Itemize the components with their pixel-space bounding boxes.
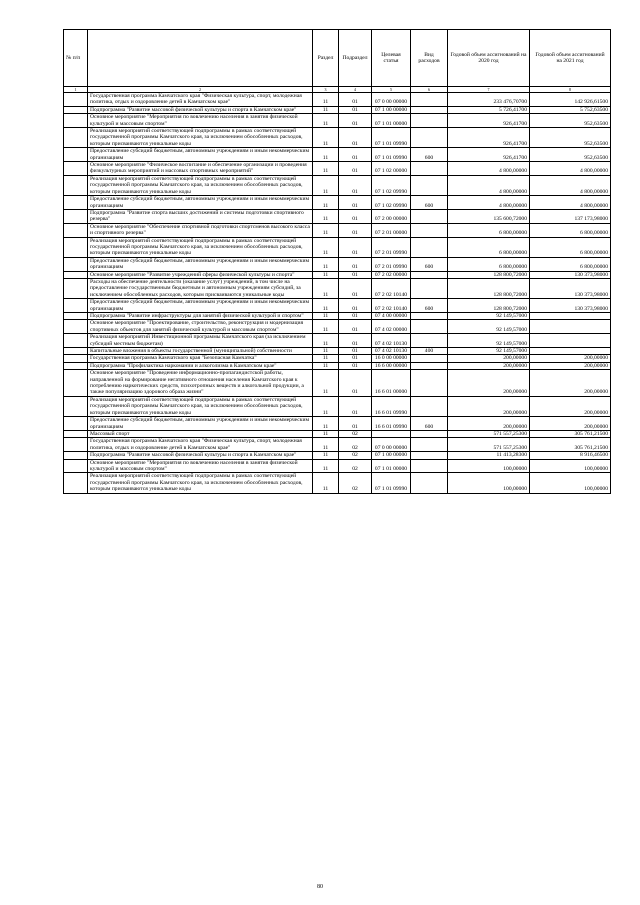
header-amount-2020: Годовой объем ассигнований на 2020 год: [448, 30, 530, 87]
header-amount-2021: Годовой объем ассигнований на 2021 год: [530, 30, 611, 87]
amount-2020-cell: 6 800,00000: [448, 237, 530, 257]
expense-type-cell: [411, 334, 448, 348]
header-row: [64, 30, 611, 87]
podrazdel-cell: 01: [339, 348, 372, 355]
amount-2021-cell: 200,00000: [530, 417, 611, 431]
amount-2020-cell: 571 557,25300: [448, 438, 530, 452]
target-article-cell: 07 2 01 09990: [372, 257, 411, 271]
expense-name-cell: Предоставление субсидий бюджетным, автономным учреждениям и иным некоммерческим организациям: [88, 299, 313, 313]
amount-2020-cell: 6 800,00000: [448, 223, 530, 237]
column-number: 7: [448, 87, 530, 93]
table-row: [64, 209, 611, 223]
podrazdel-cell: 02: [339, 473, 372, 493]
amount-2020-cell: 4 800,00000: [448, 175, 530, 195]
expense-name-cell: Предоставление субсидий бюджетным, автономным учреждениям и иным некоммерческим организациям: [88, 148, 313, 162]
amount-2021-cell: 952,63500: [530, 148, 611, 162]
target-article-cell: [372, 430, 411, 437]
amount-2020-cell: 200,00000: [448, 362, 530, 369]
amount-2021-cell: 4 800,00000: [530, 162, 611, 176]
razdel-cell: 11: [313, 430, 339, 437]
expense-type-cell: 600: [411, 417, 448, 431]
razdel-cell: 11: [313, 299, 339, 313]
expense-type-cell: [411, 114, 448, 128]
amount-2021-cell: 305 761,21500: [530, 430, 611, 437]
amount-2021-cell: [530, 320, 611, 334]
table-row: [64, 355, 611, 362]
expense-name-cell: Реализация мероприятий соответствующей подпрограммы в рамках соответствующей государственной программы Камчатского края, за исключением обособленных расходов, которым присваиваются уникальные коды: [88, 128, 313, 148]
row-number-cell: [64, 128, 88, 148]
amount-2020-cell: 100,00000: [448, 459, 530, 473]
razdel-cell: 11: [313, 362, 339, 369]
table-row: [64, 196, 611, 210]
amount-2020-cell: 571 557,25300: [448, 430, 530, 437]
razdel-cell: 11: [313, 320, 339, 334]
expense-type-cell: [411, 396, 448, 416]
amount-2021-cell: 200,00000: [530, 362, 611, 369]
podrazdel-cell: 01: [339, 223, 372, 237]
row-number-cell: [64, 355, 88, 362]
razdel-cell: 11: [313, 162, 339, 176]
amount-2021-cell: 100,00000: [530, 459, 611, 473]
amount-2020-cell: 92 149,57000: [448, 334, 530, 348]
table-row: [64, 175, 611, 195]
row-number-cell: [64, 237, 88, 257]
amount-2021-cell: 4 800,00000: [530, 175, 611, 195]
podrazdel-cell: 01: [339, 299, 372, 313]
amount-2020-cell: 100,00000: [448, 473, 530, 493]
expense-type-cell: [411, 452, 448, 459]
row-number-cell: [64, 438, 88, 452]
expense-type-cell: [411, 162, 448, 176]
expense-name-cell: Основное мероприятие "Мероприятия по вовлечению населения в занятия физической культурой и массовым спортом": [88, 114, 313, 128]
table-row: [64, 370, 611, 397]
expense-type-cell: [411, 320, 448, 334]
table-row: [64, 162, 611, 176]
razdel-cell: 11: [313, 209, 339, 223]
target-article-cell: 07 1 02 09990: [372, 196, 411, 210]
row-number-cell: [64, 313, 88, 320]
amount-2021-cell: 130 373,98000: [530, 278, 611, 298]
target-article-cell: 07 1 01 00000: [372, 459, 411, 473]
amount-2021-cell: 952,63500: [530, 128, 611, 148]
expense-type-cell: [411, 362, 448, 369]
target-article-cell: 07 1 01 09990: [372, 473, 411, 493]
table-row: [64, 128, 611, 148]
budget-table: [63, 29, 611, 494]
amount-2020-cell: 926,41700: [448, 148, 530, 162]
row-number-cell: [64, 452, 88, 459]
table-row: [64, 106, 611, 113]
podrazdel-cell: 01: [339, 355, 372, 362]
row-number-cell: [64, 334, 88, 348]
razdel-cell: 11: [313, 196, 339, 210]
podrazdel-cell: 01: [339, 175, 372, 195]
target-article-cell: 16 6 01 09990: [372, 417, 411, 431]
column-number: 3: [313, 87, 339, 93]
razdel-cell: 11: [313, 106, 339, 113]
row-number-cell: [64, 93, 88, 107]
expense-name-cell: Реализация мероприятий соответствующей подпрограммы в рамках соответствующей государственной программы Камчатского края, за исключением обособленных расходов, которым присваиваются уникальные коды: [88, 175, 313, 195]
table-row: [64, 334, 611, 348]
expense-type-cell: [411, 223, 448, 237]
row-number-cell: [64, 209, 88, 223]
expense-type-cell: 600: [411, 148, 448, 162]
amount-2021-cell: 130 373,98000: [530, 271, 611, 278]
expense-name-cell: Капитальные вложения в объекты государственной (муниципальной) собственности: [88, 348, 313, 355]
expense-name-cell: Государственная программа Камчатского края "Физическая культура, спорт, молодежная политика, отдых и оздоровление детей в Камчатском крае": [88, 93, 313, 107]
target-article-cell: 07 4 00 00000: [372, 313, 411, 320]
table-row: [64, 299, 611, 313]
expense-type-cell: [411, 355, 448, 362]
amount-2020-cell: 135 600,72000: [448, 209, 530, 223]
column-number: 1: [64, 87, 88, 93]
target-article-cell: 07 4 02 10130: [372, 334, 411, 348]
amount-2020-cell: 4 800,00000: [448, 162, 530, 176]
table-row: [64, 459, 611, 473]
row-number-cell: [64, 106, 88, 113]
row-number-cell: [64, 430, 88, 437]
header-num: № п/п: [64, 30, 88, 87]
table-row: [64, 278, 611, 298]
razdel-cell: 11: [313, 334, 339, 348]
expense-name-cell: Реализация мероприятий соответствующей подпрограммы в рамках соответствующей государственной программы Камчатского края, за исключением обособленных расходов, которым присваиваются уникальные коды: [88, 473, 313, 493]
expense-name-cell: Подпрограмма "Профилактика наркомании и алкоголизма в Камчатском крае": [88, 362, 313, 369]
podrazdel-cell: 01: [339, 271, 372, 278]
razdel-cell: 11: [313, 271, 339, 278]
razdel-cell: 11: [313, 313, 339, 320]
podrazdel-cell: 01: [339, 362, 372, 369]
amount-2020-cell: 128 800,72000: [448, 278, 530, 298]
razdel-cell: 11: [313, 128, 339, 148]
expense-type-cell: [411, 430, 448, 437]
razdel-cell: 11: [313, 257, 339, 271]
amount-2020-cell: 926,41700: [448, 114, 530, 128]
podrazdel-cell: 01: [339, 313, 372, 320]
column-number: 8: [530, 87, 611, 93]
amount-2020-cell: 4 800,00000: [448, 196, 530, 210]
target-article-cell: 07 1 01 00000: [372, 114, 411, 128]
column-number: 2: [88, 87, 313, 93]
podrazdel-cell: 02: [339, 438, 372, 452]
expense-type-cell: [411, 175, 448, 195]
razdel-cell: 11: [313, 459, 339, 473]
row-number-cell: [64, 348, 88, 355]
expense-name-cell: Массовый спорт: [88, 430, 313, 437]
razdel-cell: 11: [313, 438, 339, 452]
row-number-cell: [64, 396, 88, 416]
razdel-cell: 11: [313, 114, 339, 128]
page-number: 80: [317, 884, 323, 890]
podrazdel-cell: 01: [339, 209, 372, 223]
amount-2021-cell: 4 800,00000: [530, 196, 611, 210]
amount-2020-cell: 11 413,28300: [448, 452, 530, 459]
header-expense-type: Вид расходов: [411, 30, 448, 87]
expense-name-cell: Подпрограмма "Развитие спорта высших достижений и системы подготовки спортивного резерва": [88, 209, 313, 223]
amount-2020-cell: 233 476,70700: [448, 93, 530, 107]
expense-type-cell: [411, 370, 448, 397]
table-row: [64, 362, 611, 369]
expense-name-cell: Основное мероприятие "Обеспечение спортивной подготовки спортсменов высокого класса и спортивного резерва": [88, 223, 313, 237]
amount-2021-cell: 8 916,46500: [530, 452, 611, 459]
target-article-cell: 07 2 02 10140: [372, 278, 411, 298]
expense-name-cell: Основное мероприятие "Проведение информационно-пропагандистской работы, направленной на формирование негативного отношения населения Камчатского края к потреблению наркотических средств, психотропных веществ и алкогольной продукции, а также популяризацию здорового образа жизни": [88, 370, 313, 397]
table-row: [64, 452, 611, 459]
target-article-cell: 16 6 00 00000: [372, 362, 411, 369]
amount-2021-cell: 305 761,21500: [530, 438, 611, 452]
expense-type-cell: [411, 128, 448, 148]
row-number-cell: [64, 278, 88, 298]
razdel-cell: 11: [313, 370, 339, 397]
amount-2021-cell: 200,00000: [530, 370, 611, 397]
target-article-cell: 07 2 01 09990: [372, 237, 411, 257]
target-article-cell: 07 2 00 00000: [372, 209, 411, 223]
expense-type-cell: [411, 237, 448, 257]
target-article-cell: 07 1 02 00000: [372, 162, 411, 176]
header-razdel: Раздел: [313, 30, 339, 87]
amount-2020-cell: 200,00000: [448, 370, 530, 397]
amount-2020-cell: 128 800,72000: [448, 271, 530, 278]
expense-name-cell: Подпрограмма "Развитие инфраструктуры для занятий физической культурой и спортом": [88, 313, 313, 320]
razdel-cell: 11: [313, 348, 339, 355]
row-number-cell: [64, 162, 88, 176]
target-article-cell: 07 2 02 00000: [372, 271, 411, 278]
amount-2021-cell: 6 800,00000: [530, 257, 611, 271]
row-number-cell: [64, 370, 88, 397]
amount-2020-cell: 926,41700: [448, 128, 530, 148]
razdel-cell: 11: [313, 237, 339, 257]
razdel-cell: 11: [313, 355, 339, 362]
expense-type-cell: [411, 459, 448, 473]
podrazdel-cell: 01: [339, 370, 372, 397]
expense-name-cell: Реализация мероприятий соответствующей подпрограммы в рамках соответствующей государственной программы Камчатского края, за исключением обособленных расходов, которым присваиваются уникальные коды: [88, 396, 313, 416]
table-row: [64, 257, 611, 271]
expense-name-cell: Предоставление субсидий бюджетным, автономным учреждениям и иным некоммерческим организациям: [88, 196, 313, 210]
row-number-cell: [64, 473, 88, 493]
amount-2021-cell: 130 373,98000: [530, 299, 611, 313]
amount-2021-cell: 952,63500: [530, 114, 611, 128]
expense-type-cell: 400: [411, 348, 448, 355]
razdel-cell: 11: [313, 473, 339, 493]
expense-name-cell: Государственная программа Камчатского края "Безопасная Камчатка": [88, 355, 313, 362]
amount-2020-cell: 92 149,57000: [448, 348, 530, 355]
podrazdel-cell: 01: [339, 334, 372, 348]
table-row: [64, 430, 611, 437]
expense-name-cell: Предоставление субсидий бюджетным, автономным учреждениям и иным некоммерческим организациям: [88, 257, 313, 271]
razdel-cell: 11: [313, 417, 339, 431]
row-number-cell: [64, 223, 88, 237]
podrazdel-cell: 02: [339, 459, 372, 473]
amount-2020-cell: 6 800,00000: [448, 257, 530, 271]
table-row: [64, 223, 611, 237]
table-row: [64, 313, 611, 320]
table-row: [64, 473, 611, 493]
target-article-cell: 07 1 00 00000: [372, 106, 411, 113]
podrazdel-cell: 01: [339, 148, 372, 162]
amount-2021-cell: [530, 334, 611, 348]
amount-2021-cell: 200,00000: [530, 355, 611, 362]
expense-name-cell: Реализация мероприятий Инвестиционной программы Камчатского края (за исключением субсидий местным бюджетам): [88, 334, 313, 348]
row-number-cell: [64, 271, 88, 278]
podrazdel-cell: 01: [339, 257, 372, 271]
expense-name-cell: Реализация мероприятий соответствующей подпрограммы в рамках соответствующей государственной программы Камчатского края, за исключением обособленных расходов, которым присваиваются уникальные коды: [88, 237, 313, 257]
razdel-cell: 11: [313, 223, 339, 237]
header-target-article: Целевая статья: [372, 30, 411, 87]
expense-type-cell: [411, 313, 448, 320]
amount-2021-cell: 137 173,98000: [530, 209, 611, 223]
target-article-cell: 07 2 01 00000: [372, 223, 411, 237]
expense-name-cell: Расходы на обеспечение деятельности (оказание услуг) учреждений, в том числе на предоставление государственным бюджетным и автономным учреждениям субсидий, за исключением обособленных расходов, которым присваиваются уникальные коды: [88, 278, 313, 298]
amount-2020-cell: 92 149,57000: [448, 320, 530, 334]
razdel-cell: 11: [313, 175, 339, 195]
expense-type-cell: 600: [411, 257, 448, 271]
razdel-cell: 11: [313, 148, 339, 162]
podrazdel-cell: 01: [339, 93, 372, 107]
expense-type-cell: 600: [411, 196, 448, 210]
amount-2021-cell: [530, 348, 611, 355]
table-row: [64, 348, 611, 355]
podrazdel-cell: 01: [339, 106, 372, 113]
table-row: [64, 148, 611, 162]
amount-2020-cell: 200,00000: [448, 396, 530, 416]
row-number-cell: [64, 148, 88, 162]
podrazdel-cell: 01: [339, 396, 372, 416]
column-number: 6: [411, 87, 448, 93]
row-number-cell: [64, 299, 88, 313]
table-row: [64, 237, 611, 257]
expense-type-cell: [411, 93, 448, 107]
target-article-cell: 07 1 00 00000: [372, 452, 411, 459]
table-row: [64, 320, 611, 334]
amount-2021-cell: 142 926,61500: [530, 93, 611, 107]
target-article-cell: 16 6 01 09990: [372, 396, 411, 416]
row-number-cell: [64, 320, 88, 334]
table-row: [64, 417, 611, 431]
expense-name-cell: Предоставление субсидий бюджетным, автономным учреждениям и иным некоммерческим организациям: [88, 417, 313, 431]
target-article-cell: 07 1 01 09990: [372, 148, 411, 162]
expense-name-cell: Государственная программа Камчатского края "Физическая культура, спорт, молодежная политика, отдых и оздоровление детей в Камчатском крае": [88, 438, 313, 452]
header-name: [88, 30, 313, 87]
amount-2021-cell: [530, 313, 611, 320]
header-podrazdel: Подраздел: [339, 30, 372, 87]
amount-2020-cell: 5 726,41700: [448, 106, 530, 113]
row-number-cell: [64, 257, 88, 271]
target-article-cell: 07 1 02 09990: [372, 175, 411, 195]
razdel-cell: 11: [313, 93, 339, 107]
target-article-cell: 16 6 01 00000: [372, 370, 411, 397]
podrazdel-cell: 02: [339, 452, 372, 459]
row-number-cell: [64, 417, 88, 431]
column-number: 5: [372, 87, 411, 93]
expense-name-cell: Основное мероприятие "Проектирование, строительство, реконструкция и модернизация спортивных объектов для занятий физической культурой и массовым спортом": [88, 320, 313, 334]
amount-2021-cell: 6 800,00000: [530, 223, 611, 237]
table-row: [64, 396, 611, 416]
amount-2021-cell: 200,00000: [530, 396, 611, 416]
expense-type-cell: [411, 209, 448, 223]
table-row: [64, 114, 611, 128]
razdel-cell: 11: [313, 452, 339, 459]
podrazdel-cell: 01: [339, 128, 372, 148]
expense-type-cell: [411, 473, 448, 493]
row-number-cell: [64, 362, 88, 369]
target-article-cell: 07 2 02 10140: [372, 299, 411, 313]
target-article-cell: 07 4 02 10130: [372, 348, 411, 355]
expense-name-cell: Основное мероприятие "Развитие учреждений сферы физической культуры и спорта": [88, 271, 313, 278]
budget-table-body: [64, 93, 611, 494]
amount-2020-cell: 200,00000: [448, 417, 530, 431]
row-number-cell: [64, 196, 88, 210]
row-number-cell: [64, 175, 88, 195]
expense-name-cell: Основное мероприятие "Физическое воспитание и обеспечение организации и проведения физкультурных мероприятий и массовых спортивных мероприятий": [88, 162, 313, 176]
target-article-cell: 07 0 00 00000: [372, 93, 411, 107]
table-row: [64, 438, 611, 452]
podrazdel-cell: 01: [339, 320, 372, 334]
expense-type-cell: [411, 271, 448, 278]
expense-name-cell: Основное мероприятие "Мероприятия по вовлечению населения в занятия физической культурой и массовым спортом": [88, 459, 313, 473]
expense-type-cell: [411, 278, 448, 298]
podrazdel-cell: 01: [339, 417, 372, 431]
target-article-cell: 07 1 01 09990: [372, 128, 411, 148]
amount-2020-cell: 92 149,57000: [448, 313, 530, 320]
amount-2021-cell: 100,00000: [530, 473, 611, 493]
target-article-cell: 07 0 00 00000: [372, 438, 411, 452]
amount-2020-cell: 128 800,72000: [448, 299, 530, 313]
expense-type-cell: 600: [411, 299, 448, 313]
row-number-cell: [64, 459, 88, 473]
razdel-cell: 11: [313, 396, 339, 416]
amount-2021-cell: 6 800,00000: [530, 237, 611, 257]
podrazdel-cell: 01: [339, 196, 372, 210]
podrazdel-cell: 01: [339, 114, 372, 128]
razdel-cell: 11: [313, 278, 339, 298]
podrazdel-cell: 01: [339, 278, 372, 298]
podrazdel-cell: 02: [339, 430, 372, 437]
amount-2021-cell: 5 752,63500: [530, 106, 611, 113]
expense-name-cell: Подпрограмма "Развитие массовой физической культуры и спорта в Камчатском крае": [88, 106, 313, 113]
table-row: [64, 271, 611, 278]
target-article-cell: 16 0 00 00000: [372, 355, 411, 362]
table-row: [64, 93, 611, 107]
amount-2020-cell: 200,00000: [448, 355, 530, 362]
row-number-cell: [64, 114, 88, 128]
target-article-cell: 07 4 02 00000: [372, 320, 411, 334]
expense-name-cell: Подпрограмма "Развитие массовой физической культуры и спорта в Камчатском крае": [88, 452, 313, 459]
podrazdel-cell: 01: [339, 237, 372, 257]
podrazdel-cell: 01: [339, 162, 372, 176]
expense-type-cell: [411, 106, 448, 113]
column-number: 4: [339, 87, 372, 93]
expense-type-cell: [411, 438, 448, 452]
